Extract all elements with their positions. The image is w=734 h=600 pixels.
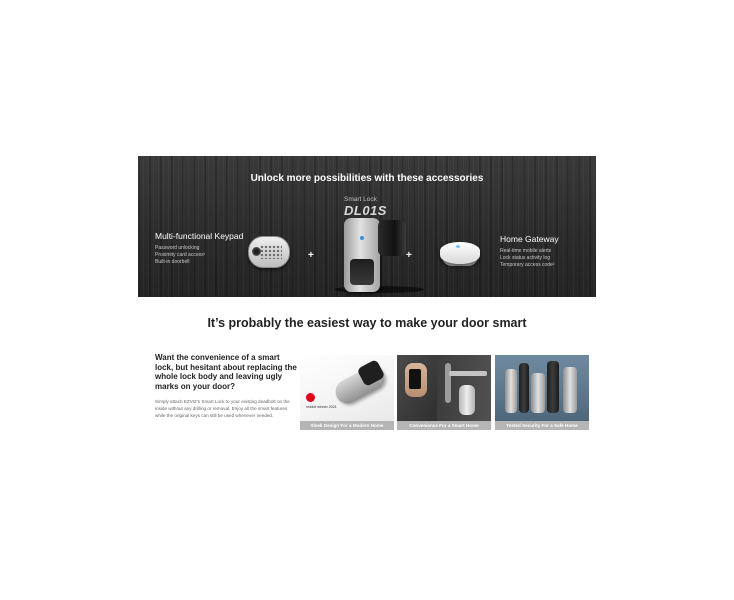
lock-part-photo: [563, 367, 577, 413]
accessories-banner: [138, 156, 596, 297]
lock-label: Smart Lock: [344, 196, 377, 203]
gateway-feature: Lock status activity log: [500, 255, 551, 261]
keypad-feature: Proximity card access¹: [155, 252, 206, 258]
card-security[interactable]: [495, 355, 589, 430]
plus-icon: +: [308, 250, 314, 261]
smart-lock-panel: [350, 259, 374, 285]
lock-indicator-light: [360, 236, 364, 240]
gateway-image: [440, 242, 480, 264]
lock-part-photo: [531, 373, 545, 413]
gateway-feature: Real-time mobile alerts: [500, 248, 552, 254]
gateway-indicator-light: [456, 245, 460, 248]
card-sleek-design[interactable]: [300, 355, 394, 430]
keypad-title: Multi-functional Keypad: [155, 231, 244, 241]
smart-lock-knob: [378, 220, 406, 256]
card-caption: Sleek Design For a Modern Home: [300, 421, 394, 430]
keypad-feature-list: [155, 245, 205, 266]
intro-body: Simply attach EZVIZ’s Smart Lock to your existing deadbolt on the inside without any drilling or removal. Enjoy all the smart features while the original keys can still be used whenever needed.: [155, 399, 290, 419]
keypad-image: [248, 236, 290, 268]
section-headline: It’s probably the easiest way to make your door smart: [207, 316, 527, 330]
lock-part-photo: [505, 369, 517, 413]
card-caption: Convenience For a Smart Home: [397, 421, 491, 430]
lock-photo: [459, 385, 475, 415]
keypad-buttons-icon: [260, 245, 282, 259]
plus-icon: +: [406, 250, 412, 261]
card-caption: Tested Security For a Safe Home: [495, 421, 589, 430]
card-convenience[interactable]: [397, 355, 491, 430]
keypad-feature: Password unlocking: [155, 245, 200, 251]
lock-model: DL01S: [344, 203, 387, 218]
banner-title: Unlock more possibilities with these accessories: [250, 173, 484, 184]
reddot-award-icon: [306, 393, 315, 402]
gateway-title: Home Gateway: [500, 234, 559, 244]
award-text: reddot winner 2021: [306, 405, 337, 409]
keypad-feature: Built-in doorbell: [155, 259, 190, 265]
gateway-feature-list: [500, 248, 554, 269]
handle-plate-photo: [445, 363, 451, 403]
door-handle-photo: [449, 371, 487, 376]
gateway-feature: Temporary access code²: [500, 262, 555, 268]
intro-lead: Want the convenience of a smart lock, but hesitant about replacing the whole lock body and leaving ugly marks on your door?: [155, 353, 297, 391]
phone-icon: [409, 369, 421, 389]
lock-part-photo: [547, 361, 559, 413]
lock-part-photo: [519, 363, 529, 413]
